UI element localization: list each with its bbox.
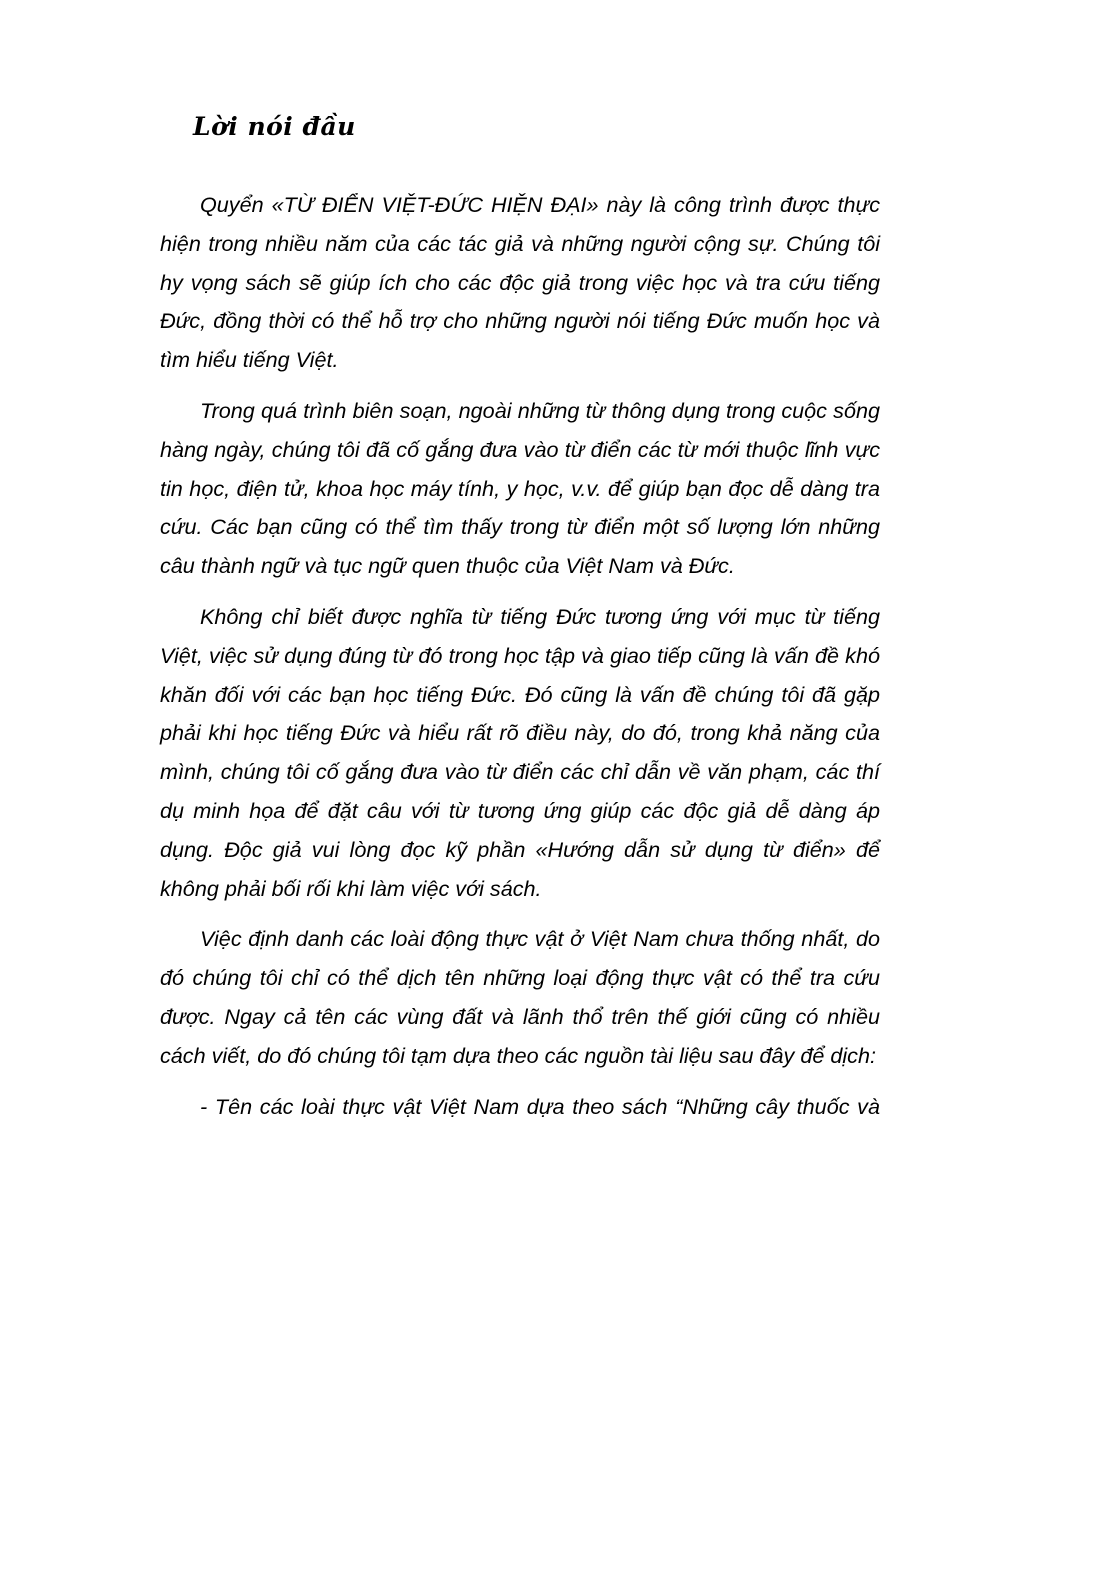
page-title: Lời nói đầu — [193, 112, 356, 141]
paragraph: Trong quá trình biên soạn, ngoài những từ thông dụng trong cuộc sống hàng ngày, chúng tôi đã cố gắng đưa vào từ điển các từ mới thuộc lĩnh vực tin học, điện tử, khoa học máy tính, y học, v.v. để giúp bạn đọc dễ dàng tra cứu. Các bạn cũng có thể tìm thấy trong từ điển một số lượng lớn những câu thành ngữ và tục ngữ quen thuộc của Việt Nam và Đức. — [160, 397, 880, 579]
paragraph: Việc định danh các loài động thực vật ở Việt Nam chưa thống nhất, do đó chúng tôi chỉ có thể dịch tên những loại động thực vật có thể tra cứu được. Ngay cả tên các vùng đất và lãnh thổ trên thế giới cũng có nhiều cách viết, do đó chúng tôi tạm dựa theo các nguồn tài liệu sau đây để dịch: — [160, 926, 880, 1068]
paragraph: Quyển «TỪ ĐIỂN VIỆT-ĐỨC HIỆN ĐẠI» này là công trình được thực hiện trong nhiều năm của các tác giả và những người cộng sự. Chúng tôi hy vọng sách sẽ giúp ích cho các độc giả trong việc học và tra cứu tiếng Đức, đồng thời có thể hỗ trợ cho những người nói tiếng Đức muốn học và tìm hiểu tiếng Việt. — [160, 192, 880, 373]
paragraph: Không chỉ biết được nghĩa từ tiếng Đức tương ứng với mục từ tiếng Việt, việc sử dụng đúng từ đó trong học tập và giao tiếp cũng là vấn đề khó khăn đối với các bạn học tiếng Đức. Đó cũng là vấn đề chúng tôi đã gặp phải khi học tiếng Đức và hiểu rất rõ điều này, do đó, trong khả năng của mình, chúng tôi cố gắng đưa vào từ điển các chỉ dẫn về văn phạm, các thí dụ minh họa để đặt câu với từ tương ứng giúp các độc giả dễ dàng áp dụng. Độc giả vui lòng đọc kỹ phần «Hướng dẫn sử dụng từ điển» để không phải bối rối khi làm việc với sách. — [160, 603, 880, 901]
paragraph: - Tên các loài thực vật Việt Nam dựa theo sách “Những cây thuốc và — [200, 1093, 880, 1119]
body-text — [160, 186, 880, 1138]
